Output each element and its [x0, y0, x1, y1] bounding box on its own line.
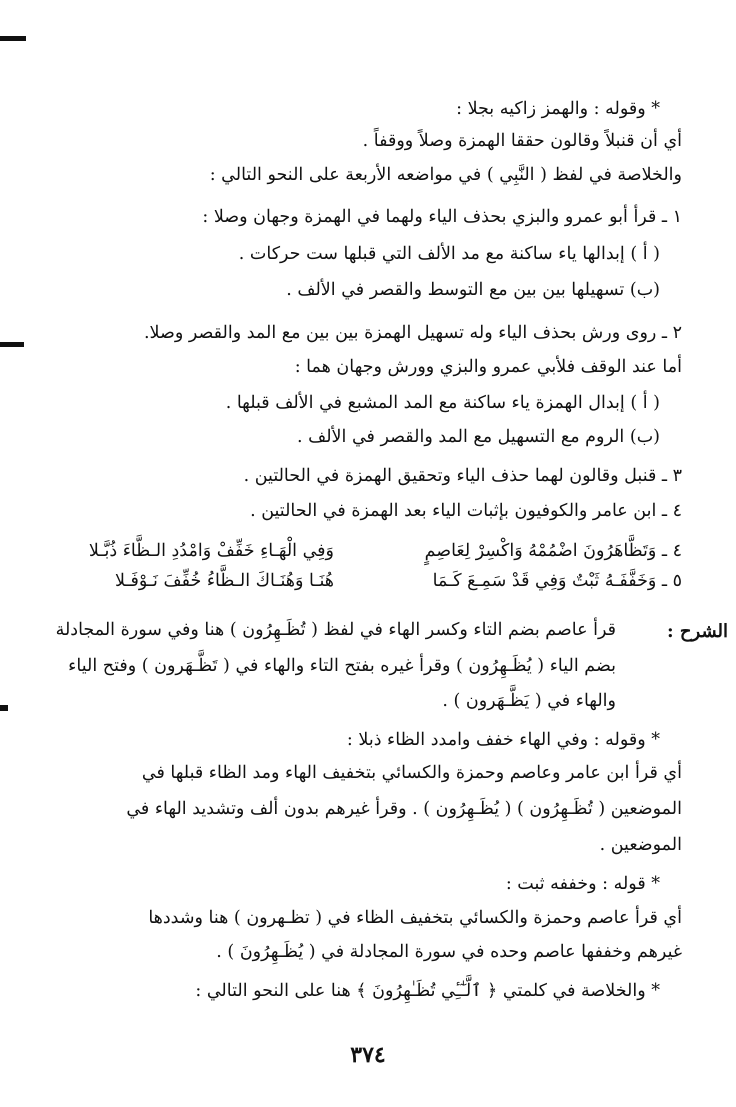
text-line-15: بضم الياء ( يُظَـهِرُون ) وقرأ غيره بفتح التاء والهاء في ( تَظَّـهَرون ) وفتح الياء [68, 656, 616, 676]
text-line-22: أي قرأ عاصم وحمزة والكسائي بتخفيف الظاء في ( تظـهرون ) هنا وشددها [148, 908, 682, 928]
text-line-01: * وقوله : والهمز زاكيه بجلا : [456, 99, 660, 119]
poem-verse-4-first-half: ٤ ـ وَتَظَّاهَرُونَ اضْمُمْهُ وَاكْسِرْ لِعَاصِمٍ [424, 541, 682, 561]
text-line-10: (ب) الروم مع التسهيل مع المد والقصر في الألف . [296, 427, 660, 447]
scan-edge-mark-middle [0, 342, 24, 347]
text-line-12: ٤ ـ ابن عامر والكوفيون بإثبات الياء بعد الهمزة في الحالتين . [250, 501, 682, 521]
scan-edge-mark-top [0, 36, 26, 41]
poem-verse-5-first-half: ٥ ـ وَخَفَّفَـهُ ثَبْتٌ وَفِي قَدْ سَمِـعَ كَـمَا [432, 571, 682, 591]
text-line-02: أي أن قنبلاً وقالون حققا الهمزة وصلاً ووقفاً . [362, 131, 682, 151]
section-label-sharh: الشرح : [666, 621, 728, 642]
text-line-11: ٣ ـ قنبل وقالون لهما حذف الياء وتحقيق الهمزة في الحالتين . [243, 466, 682, 486]
text-line-19: الموضعين ( تُظَـهِرُون ) ( يُظَـهِرُون ) . وقرأ غيرهم بدون ألف وتشديد الهاء في [126, 799, 682, 819]
page-number: ٣٧٤ [350, 1042, 386, 1068]
text-line-21: * قوله : وخففه ثبت : [505, 874, 660, 894]
text-line-16: والهاء في ( يَظَّـهَرون ) . [442, 691, 616, 711]
text-line-03: والخلاصة في لفظ ( النَّبِي ) في مواضعه الأربعة على النحو التالي : [209, 165, 682, 185]
text-line-08: أما عند الوقف فلأبي عمرو والبزي وورش وجهان هما : [294, 357, 682, 377]
text-line-24: * والخلاصة في كلمتي ﴿ ٱلَّـٰٓـِٔي تُظَـٰهِرُونَ ﴾ هنا على النحو التالي : [195, 981, 660, 1001]
scan-edge-mark-lower [0, 705, 8, 711]
text-line-06: (ب) تسهيلها بين بين مع التوسط والقصر في الألف . [286, 280, 660, 300]
text-line-07: ٢ ـ روى ورش بحذف الياء وله تسهيل الهمزة بين بين مع المد والقصر وصلا. [143, 323, 682, 343]
poem-verse-4-second-half: وَفِي الْهَـاءِ خَفِّفْ وَامْدُدِ الـظَّاءَ ذُبَّـلا [88, 541, 334, 561]
text-line-04: ١ ـ قرأ أبو عمرو والبزي بحذف الياء ولهما في الهمزة وجهان وصلا : [202, 207, 682, 227]
text-line-09: ( أ ) إبدال الهمزة ياء ساكنة مع المد المشبع في الألف قبلها . [225, 393, 660, 413]
text-line-23: غيرهم وخففها عاصم وحده في سورة المجادلة في ( يُظَـهِرُونَ ) . [216, 942, 682, 962]
text-line-17: * وقوله : وفي الهاء خفف وامدد الظاء ذبلا : [346, 730, 660, 750]
text-line-20: الموضعين . [599, 835, 682, 855]
poem-verse-5-second-half: هُنَـا وَهُنَـاكَ الـظَّاءُ خُفِّفَ نَـوْفَـلا [114, 571, 334, 591]
text-line-14: قرأ عاصم بضم التاء وكسر الهاء في لفظ ( تُظَـهِرُون ) هنا وفي سورة المجادلة [55, 620, 616, 640]
text-line-18: أي قرأ ابن عامر وعاصم وحمزة والكسائي بتخفيف الهاء ومد الظاء قبلها في [141, 763, 682, 783]
text-line-05: ( أ ) إبدالها ياء ساكنة مع مد الألف التي قبلها ست حركات . [238, 244, 660, 264]
